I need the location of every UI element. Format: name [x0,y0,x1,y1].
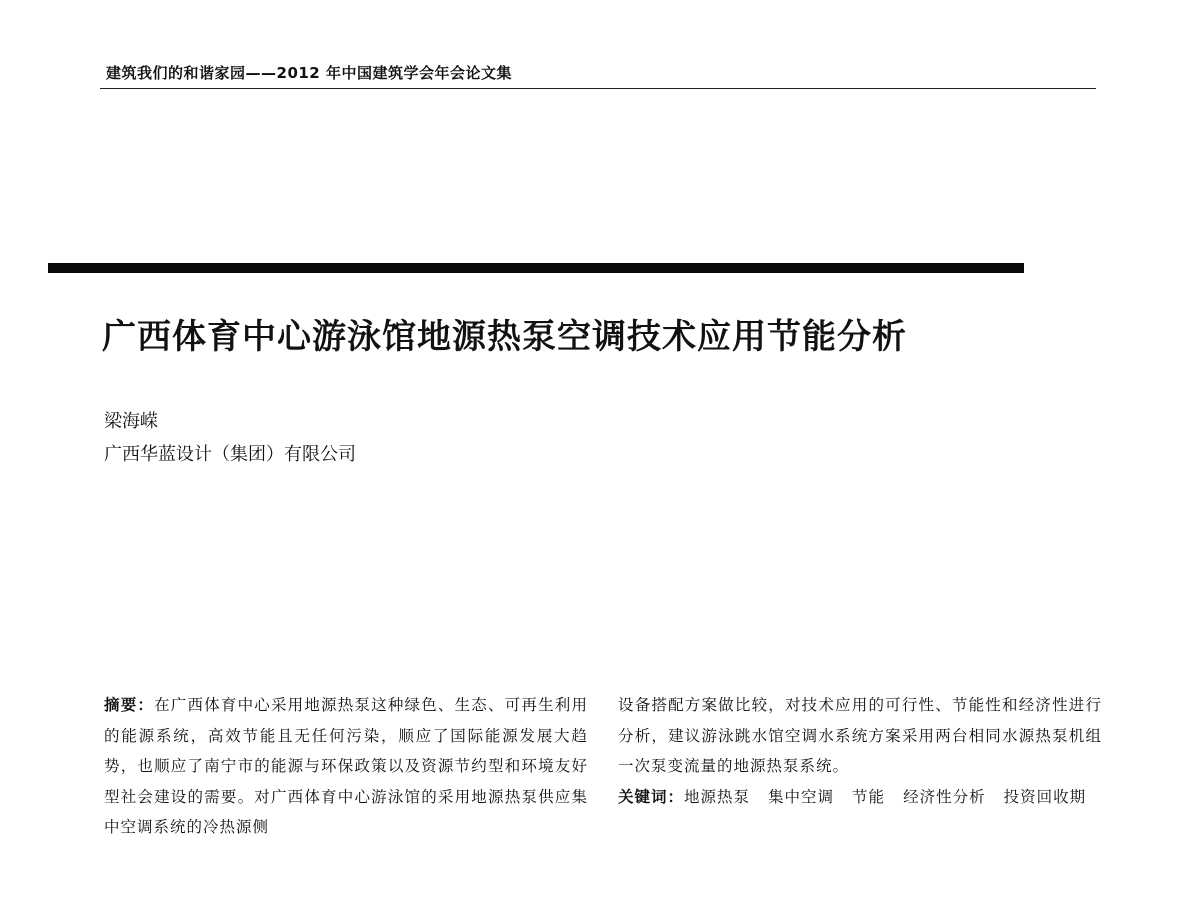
author-affiliation: 广西华蓝设计（集团）有限公司 [104,444,356,465]
abstract-column-left [104,690,588,843]
paper-title: 广西体育中心游泳馆地源热泵空调技术应用节能分析 [102,317,907,357]
keyword-item: 地源热泵 [684,787,751,806]
author-name: 梁海嵘 [104,411,158,432]
title-bar [48,263,1024,273]
abstract-column-right [618,690,1102,812]
keywords-label: 关键词： [618,787,685,806]
running-header: 建筑我们的和谐家园——2012 年中国建筑学会年会论文集 [106,64,512,82]
abstract-label: 摘要： [104,696,155,714]
header-rule [100,88,1096,89]
keyword-item: 投资回收期 [1003,787,1087,806]
keyword-item: 经济性分析 [903,787,986,806]
abstract-text-left: 在广西体育中心采用地源热泵这种绿色、生态、可再生利用的能源系统，高效节能且无任何污染，顺应了国际能源发展大趋势，也顺应了南宁市的能源与环保政策以及资源节约型和环境友好型社会建设的需要。对广西体育中心游泳馆的采用地源热泵供应集中空调系统的冷热源侧 [104,696,588,836]
keyword-item: 集中空调 [768,787,835,806]
keyword-item: 节能 [852,787,886,806]
keywords [618,782,1102,813]
abstract-text-right: 设备搭配方案做比较，对技术应用的可行性、节能性和经济性进行分析，建议游泳跳水馆空调水系统方案采用两台相同水源热泵机组一次泵变流量的地源热泵系统。 [618,696,1102,775]
